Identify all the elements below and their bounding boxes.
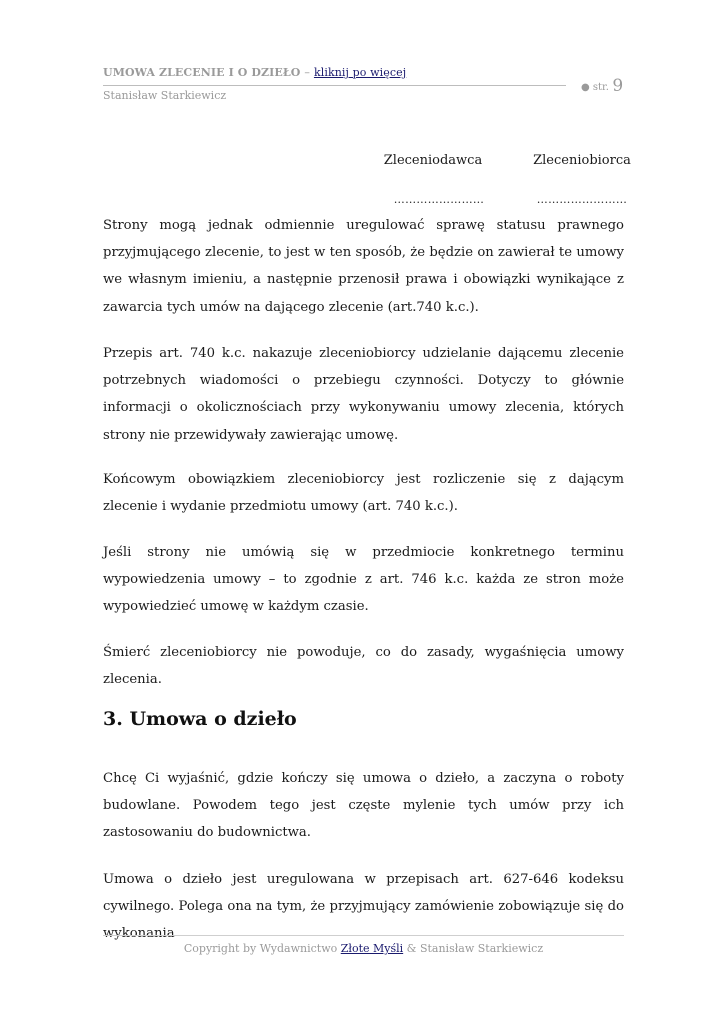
signature-label-contractor: Zleceniobiorca bbox=[533, 153, 631, 168]
paragraph: Przepis art. 740 k.c. nakazuje zleceniobiorcy udzielanie dającemu zlecenie potrzebnych wiadomości o przebiegu czynności. Dotyczy to głównie informacji o okolicznościach przy wykonywaniu umowy zlecenia, których strony nie przewidywały zawierając umowę. bbox=[103, 346, 624, 443]
page-number bbox=[581, 76, 623, 96]
more-info-link[interactable]: kliknij po więcej bbox=[313, 66, 407, 79]
running-header bbox=[103, 66, 406, 79]
footer-author: & Stanisław Starkiewicz bbox=[406, 942, 544, 955]
signature-label-principal: Zleceniodawca bbox=[383, 153, 483, 168]
page-number-value: 9 bbox=[612, 76, 624, 96]
section-heading: 3. Umowa o dzieło bbox=[103, 708, 297, 730]
signature-line-contractor: …………………… bbox=[536, 193, 628, 206]
publisher-link[interactable]: Złote Myśli bbox=[340, 942, 404, 955]
paragraph: Chcę Ci wyjaśnić, gdzie kończy się umowa o dzieło, a zaczyna o roboty budowlane. Powodem tego jest częste mylenie tych umów przy ich zastosowaniu do budownictwa. bbox=[103, 771, 624, 841]
signature-line-principal: …………………… bbox=[393, 193, 485, 206]
book-title: UMOWA ZLECENIE I O DZIEŁO bbox=[103, 66, 301, 79]
header-separator: – bbox=[304, 66, 310, 79]
paragraph: Strony mogą jednak odmiennie uregulować sprawę statusu prawnego przyjmującego zlecenie, to jest w ten sposób, że będzie on zawierał te umowy we własnym imieniu, a następnie przenosił prawa i obowiązki wynikające z zawarcia tych umów na dającego zlecenie (art.740 k.c.). bbox=[103, 218, 624, 315]
footer-copyright: Copyright by Wydawnictwo bbox=[183, 942, 338, 955]
page-prefix: ● str. bbox=[581, 82, 609, 93]
paragraph: Jeśli strony nie umówią się w przedmiocie konkretnego terminu wypowiedzenia umowy – to zgodnie z art. 746 k.c. każda ze stron może wypowiedzieć umowę w każdym czasie. bbox=[103, 545, 624, 615]
footer-rule bbox=[103, 935, 624, 936]
paragraph: Końcowym obowiązkiem zleceniobiorcy jest rozliczenie się z dającym zlecenie i wydanie przedmiotu umowy (art. 740 k.c.). bbox=[103, 472, 624, 515]
paragraph: Umowa o dzieło jest uregulowana w przepisach art. 627-646 kodeksu cywilnego. Polega ona na tym, że przyjmujący zamówienie zobowiązuje się do wykonania bbox=[103, 872, 624, 942]
page-footer bbox=[103, 942, 624, 955]
header-author: Stanisław Starkiewicz bbox=[103, 89, 227, 102]
paragraph: Śmierć zleceniobiorcy nie powoduje, co do zasady, wygaśnięcia umowy zlecenia. bbox=[103, 645, 624, 688]
header-rule bbox=[103, 85, 566, 86]
